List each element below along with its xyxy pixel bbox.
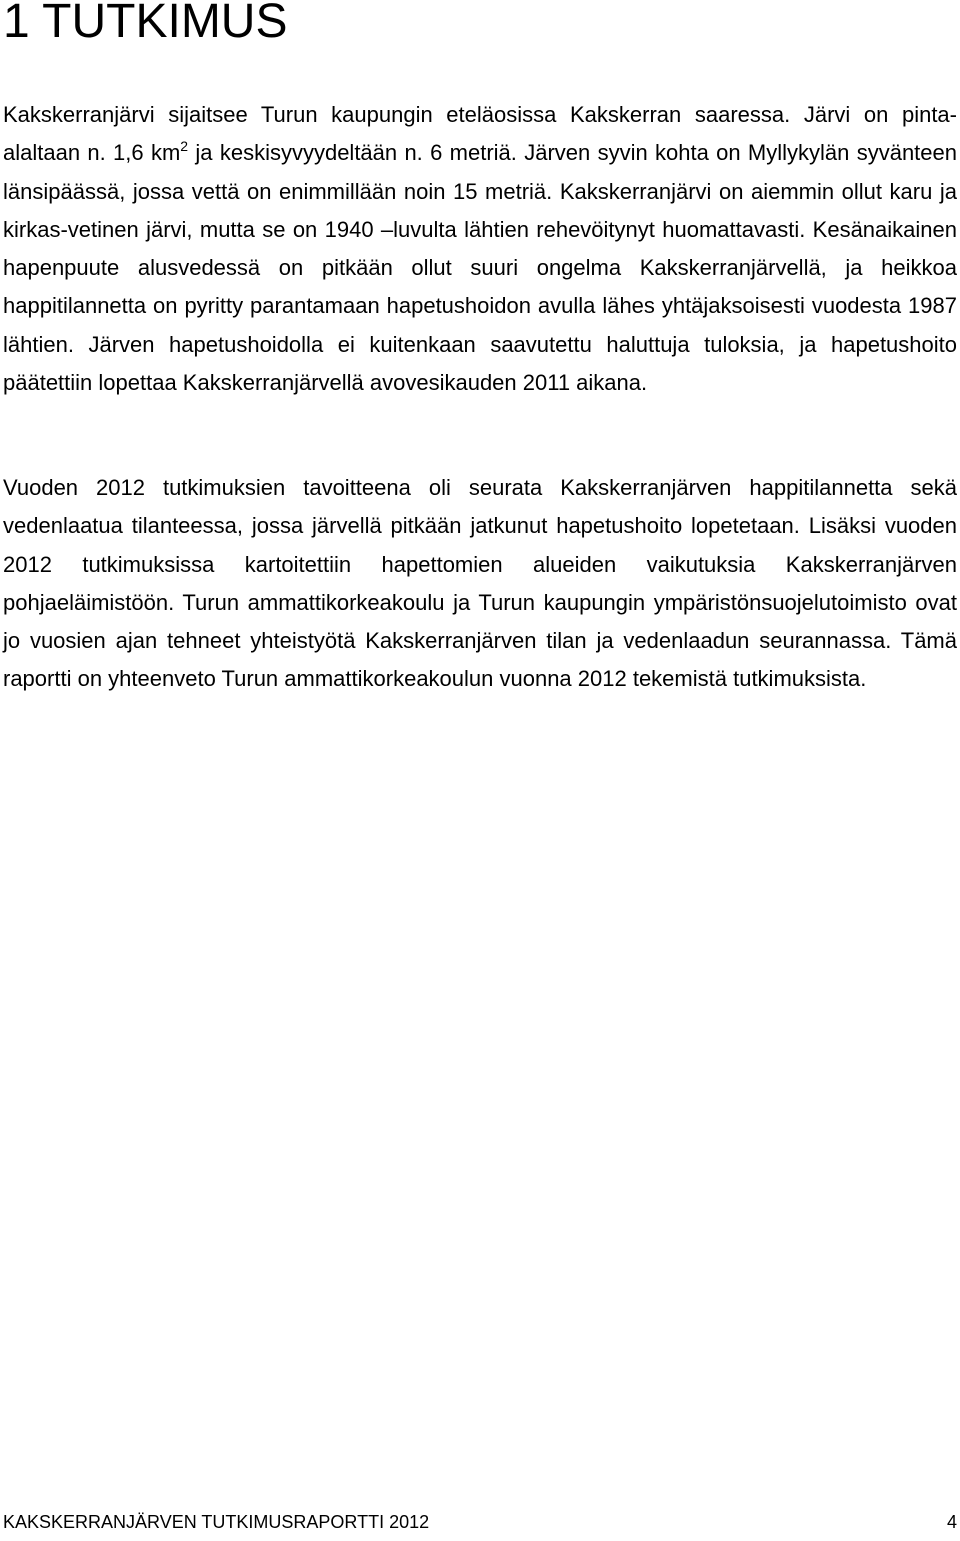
superscript-2: 2 bbox=[180, 138, 189, 155]
paragraph-intro-text-1: Kakskerranjärvi sijaitsee Turun kaupungin eteläosissa Kakskerran saaressa. Järvi on pinta-alaltaan n. 1,6 km bbox=[3, 102, 957, 166]
page-footer bbox=[3, 1509, 957, 1535]
paragraph-intro bbox=[3, 96, 957, 402]
paragraph-goals: Vuoden 2012 tutkimuksien tavoitteena oli seurata Kakskerranjärven happitilannetta sekä vedenlaatua tilanteessa, jossa järvellä pitkään jatkunut hapetushoito lopetetaan. Lisäksi vuoden 2012 tutkimuksissa kartoitettiin hapettomien alueiden vaikutuksia Kakskerranjärven pohjaeläimistöön. Turun ammattikorkeakoulu ja Turun kaupungin ympäristönsuojelutoimisto ovat jo vuosien ajan tehneet yhteistyötä Kakskerranjärven tilan ja vedenlaadun seurannassa. Tämä raportti on yhteenveto Turun ammattikorkeakoulun vuonna 2012 tekemistä tutkimuksista. bbox=[3, 475, 957, 692]
section-heading: 1 TUTKIMUS bbox=[3, 0, 288, 48]
footer-title: KAKSKERRANJÄRVEN TUTKIMUSRAPORTTI 2012 bbox=[3, 1512, 430, 1532]
paragraph-intro-text-2: ja keskisyvyydeltään n. 6 metriä. Järven syvin kohta on Myllykylän syvänteen länsipäässä, jossa vettä on enimmillään noin 15 metriä. Kakskerranjärvi on aiemmin ollut karu ja kirkas-vetinen järvi, mutta se on 1940 –luvulta lähtien rehevöitynyt huomattavasti. Kesänaikainen hapenpuute alusvedessä on pitkään ollut suuri ongelma Kakskerranjärvellä, ja heikkoa happitilannetta on pyritty parantamaan hapetushoidon avulla lähes yhtäjaksoisesti vuodesta 1987 lähtien. Järven hapetushoidolla ei kuitenkaan saavutettu haluttuja tuloksia, ja hapetushoito päätettiin lopettaa Kakskerranjärvellä avovesikauden 2011 aikana. bbox=[3, 140, 957, 396]
page-number: 4 bbox=[946, 1512, 957, 1532]
